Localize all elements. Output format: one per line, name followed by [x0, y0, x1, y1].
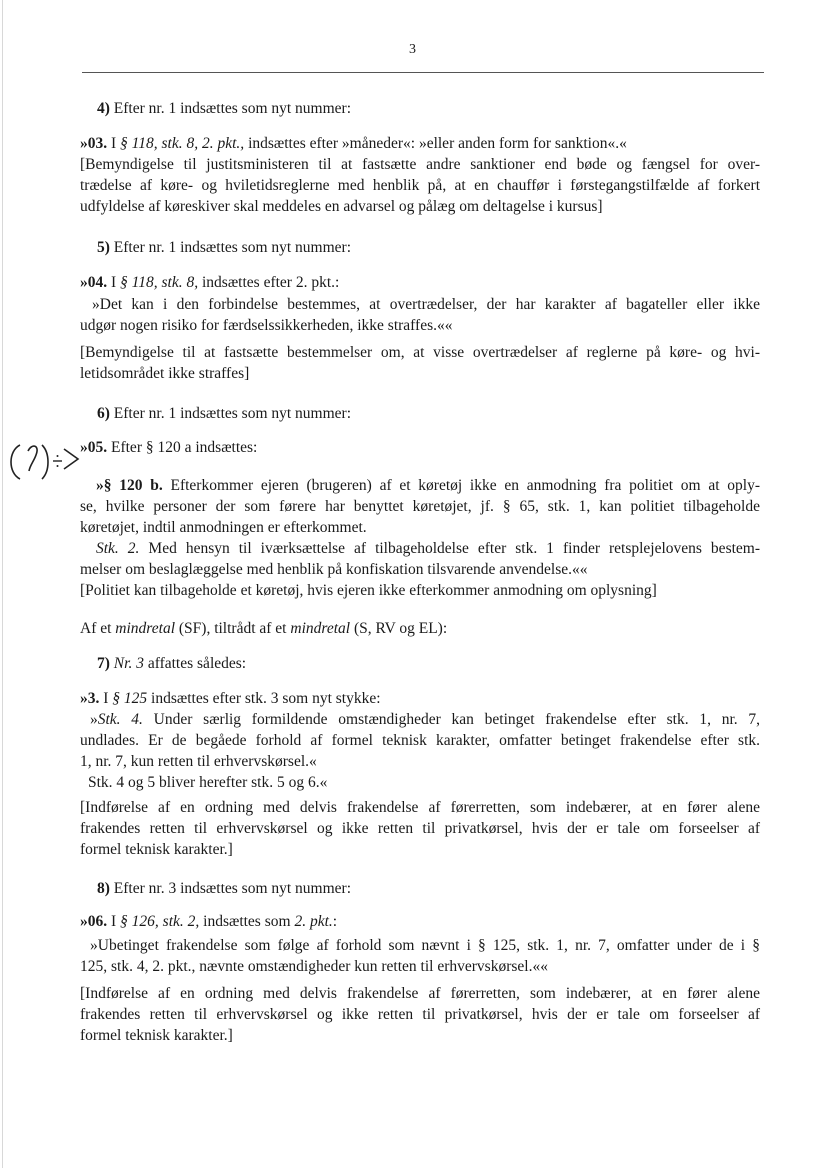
amendment-number: »3.	[80, 690, 100, 707]
minority-statement: Af et mindretal (SF), tiltrådt af et mindretal (S, RV og EL):	[80, 620, 448, 637]
item-number: 4)	[97, 100, 110, 117]
page-number: 3	[409, 42, 416, 57]
item-number: 5)	[97, 239, 110, 256]
scan-edge-line	[2, 0, 3, 1168]
item-text: Efter nr. 1 indsættes som nyt nummer:	[109, 239, 352, 256]
item-4	[97, 98, 777, 119]
section-125-stk4: »Stk. 4. Under særlig formildende omstændigheder kan betinget frakendelse efter stk. 1, nr. 7, undlades. Er de begåede forhold af formel teknisk karakter, omfatter betinget frakendelse efter stk. 1, nr. 7, kun retten til erhvervskørsel.« Stk. 4 og 5 bliver herefter stk. 5 og 6.«	[80, 711, 760, 791]
amendment-3-explanation: [Indførelse af en ordning med delvis frakendelse af førerretten, som indebærer, at en fører alene frakendes retten til erhvervskørsel og ikke retten til privatkørsel, hvis der er tale om forseelser af formel teknisk karakter.]	[80, 799, 760, 858]
amendment-number: »04.	[80, 274, 108, 291]
amendment-number: »06.	[80, 913, 108, 930]
item-text: Efter nr. 1 indsættes som nyt nummer:	[109, 405, 352, 422]
amendment-03-explanation: [Bemyndigelse til justitsministeren til at fastsætte andre sanktioner end bøde og fængsel for over- trædelse af køre- og hviletidsreglerne med henblik på, at en chauffør i førstegangstilfælde af forkert udfyldelse af køreskiver skal meddeles en advarsel og pålæg om deltagelse i kursus]	[80, 156, 760, 215]
handwritten-margin-note	[6, 435, 81, 485]
amendment-06-heading: »06. I § 126, stk. 2, indsættes som 2. pkt.:	[80, 913, 338, 930]
item-6	[97, 403, 777, 424]
item-number: 6)	[97, 405, 110, 422]
amendment-04-quote: »Det kan i den forbindelse bestemmes, at overtrædelser, der har karakter af bagateller eller ikke udgør nogen risiko for færdselssikkerheden, ikke straffes.««	[80, 296, 760, 334]
item-text: Efter nr. 1 indsættes som nyt nummer:	[109, 100, 352, 117]
item-text: Efter nr. 3 indsættes som nyt nummer:	[109, 880, 352, 897]
section-reference: § 118, stk. 8, 2. pkt.,	[120, 135, 245, 152]
item-number: 7)	[97, 655, 110, 672]
amendment-05-explanation: [Politiet kan tilbageholde et køretøj, hvis ejeren ikke efterkommer anmodning om oplysning]	[80, 582, 657, 599]
item-8	[97, 878, 777, 899]
amendment-06-explanation: [Indførelse af en ordning med delvis frakendelse af førerretten, som indebærer, at en fører alene frakendes retten til erhvervskørsel og ikke retten til privatkørsel, hvis der er tale om forseelser af formel teknisk karakter.]	[80, 985, 760, 1044]
item-text: affattes således:	[143, 655, 247, 672]
amendment-05-heading: »05. Efter § 120 a indsættes:	[80, 439, 258, 456]
amendment-04-explanation: [Bemyndigelse til at fastsætte bestemmelser om, at visse overtrædelser af reglerne på køre- og hvi- letidsområdet ikke straffes]	[80, 344, 760, 382]
section-120b: »§ 120 b. Efterkommer ejeren (brugeren) af et køretøj ikke en anmodning fra politiet om at oply- se, hvilke personer der som førere har benyttet køretøjet, jf. § 65, stk. 1, kan politiet tilbageholde køretøjet, indtil anmodningen er efterkommet. Stk. 2. Med hensyn til iværksættelse af tilbageholdelse efter stk. 1 finder retsplejelovens bestem- melser om beslaglæggelse med henblik på konfiskation tilsvarende anvendelse.««	[80, 477, 761, 578]
amendment-03-heading: »03. I § 118, stk. 8, 2. pkt., indsættes efter »måneder«: »eller anden form for sanktion«.«	[80, 135, 627, 152]
item-7: 7) Nr. 3 affattes således:	[97, 655, 247, 672]
amendment-04-heading: »04. I § 118, stk. 8, indsættes efter 2. pkt.:	[80, 274, 340, 291]
amendment-3-heading: »3. I § 125 indsættes efter stk. 3 som nyt stykke:	[80, 690, 381, 707]
subsection-label: Stk. 4.	[97, 711, 143, 728]
amendment-number: »03.	[80, 135, 108, 152]
section-number: »§ 120 b.	[96, 477, 163, 494]
section-reference: § 125	[112, 690, 148, 707]
subsection-label: Stk. 2.	[96, 540, 140, 557]
item-number: 8)	[97, 880, 110, 897]
section-reference: § 126, stk. 2,	[120, 913, 200, 930]
section-reference: § 118, stk. 8,	[120, 274, 199, 291]
amendment-06-quote: »Ubetinget frakendelse som følge af forhold som nævnt i § 125, stk. 1, nr. 7, omfatter under de i § 125, stk. 4, 2. pkt., nævnte omstændigheder kun retten til erhvervskørsel.««	[80, 937, 760, 975]
header-rule	[82, 72, 764, 73]
amendment-number: »05.	[80, 439, 108, 456]
item-5	[97, 237, 777, 258]
